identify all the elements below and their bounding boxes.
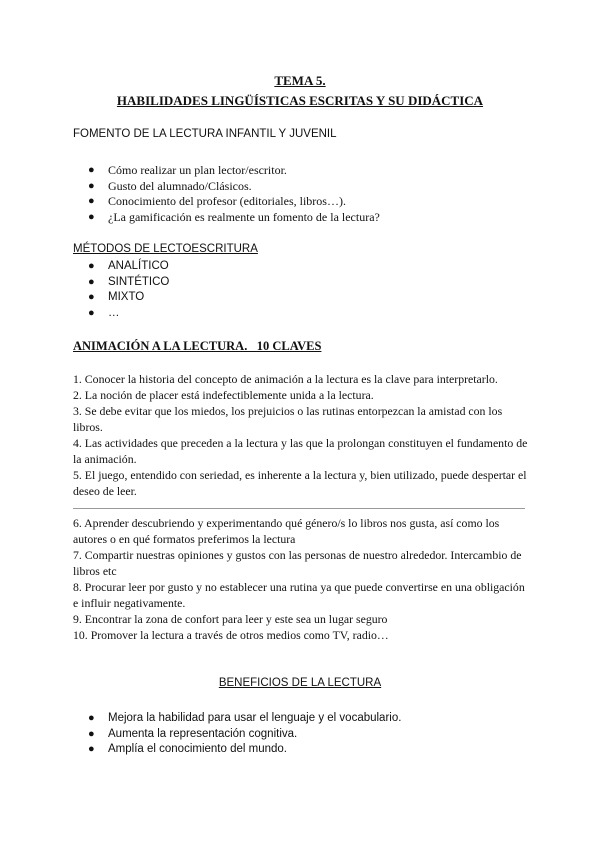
animacion-heading: ANIMACIÓN A LA LECTURA. 10 CLAVES [73, 339, 322, 353]
key-item: 6. Aprender descubriendo y experimentando qué género/s lo libros nos gusta, así como los autores o en qué formatos preferimos la lectura [73, 516, 500, 546]
bullet-icon: ● [88, 743, 95, 755]
beneficios-heading: BENEFICIOS DE LA LECTURA [218, 677, 382, 689]
bullet-icon: ● [88, 195, 95, 207]
bullet-icon: ● [88, 306, 95, 319]
list-item: ● SINTÉTICO [88, 275, 169, 291]
key-item: 2. La noción de placer está indefectiblemente unida a la lectura. [73, 388, 374, 402]
list-item: ● Cómo realizar un plan lector/escritor. [88, 163, 287, 177]
list-item: ● ¿La gamificación es realmente un fomento de la lectura? [88, 209, 380, 224]
beneficios-list [88, 711, 401, 758]
metodos-list [88, 259, 169, 321]
key-item: 5. El juego, entendido con seriedad, es inherente a la lectura y, bien utilizado, puede despertar el deseo de leer. [73, 468, 527, 498]
key-item: 1. Conocer la historia del concepto de animación a la lectura es la clave para interpretarlo. [73, 372, 498, 386]
key-item: 9. Encontrar la zona de confort para leer y este sea un lugar seguro [73, 612, 388, 626]
key-item: 7. Compartir nuestras opiniones y gustos con las personas de nuestro alrededor. Intercambio de libros etc [73, 548, 522, 578]
list-item: ● Aumenta la representación cognitiva. [88, 727, 401, 743]
bullet-icon: ● [88, 291, 95, 303]
list-item: ● Mejora la habilidad para usar el lenguaje y el vocabulario. [88, 711, 401, 727]
bullet-icon: ● [88, 712, 95, 724]
list-item: ● Gusto del alumnado/Clásicos. [88, 178, 252, 193]
keys-list-part1 [73, 371, 531, 499]
key-item: 4. Las actividades que preceden a la lectura y las que la prolongan constituyen el fundamento de la animación. [73, 436, 528, 466]
title-line-1: TEMA 5. [274, 73, 326, 88]
bullet-icon: ● [88, 179, 95, 192]
metodos-heading: MÉTODOS DE LECTOESCRITURA [73, 243, 258, 255]
bullet-icon: ● [88, 260, 95, 272]
key-item: 10. Promover la lectura a través de otros medios como TV, radio… [73, 628, 389, 642]
horizontal-divider [73, 508, 525, 509]
fomento-list [88, 163, 380, 225]
list-item: ● ANALÍTICO [88, 259, 169, 275]
list-item: ● Amplía el conocimiento del mundo. [88, 742, 401, 758]
key-item: 3. Se debe evitar que los miedos, los prejuicios o las rutinas entorpezcan la amistad con los libros. [73, 404, 503, 434]
bullet-icon: ● [88, 275, 95, 288]
title-line-2: HABILIDADES LINGÜÍSTICAS ESCRITAS Y SU DIDÁCTICA [116, 93, 484, 108]
bullet-icon: ● [88, 727, 95, 740]
bullet-icon: ● [88, 164, 95, 176]
bullet-icon: ● [88, 210, 95, 223]
key-item: 8. Procurar leer por gusto y no establecer una rutina ya que puede convertirse en una obligación e influir negativamente. [73, 580, 525, 610]
list-item: ● Conocimiento del profesor (editoriales, libros…). [88, 194, 346, 208]
fomento-heading: FOMENTO DE LA LECTURA INFANTIL Y JUVENIL [73, 128, 337, 140]
keys-list-part2 [73, 515, 531, 643]
list-item: ● … [88, 306, 169, 322]
list-item: ● MIXTO [88, 290, 169, 306]
